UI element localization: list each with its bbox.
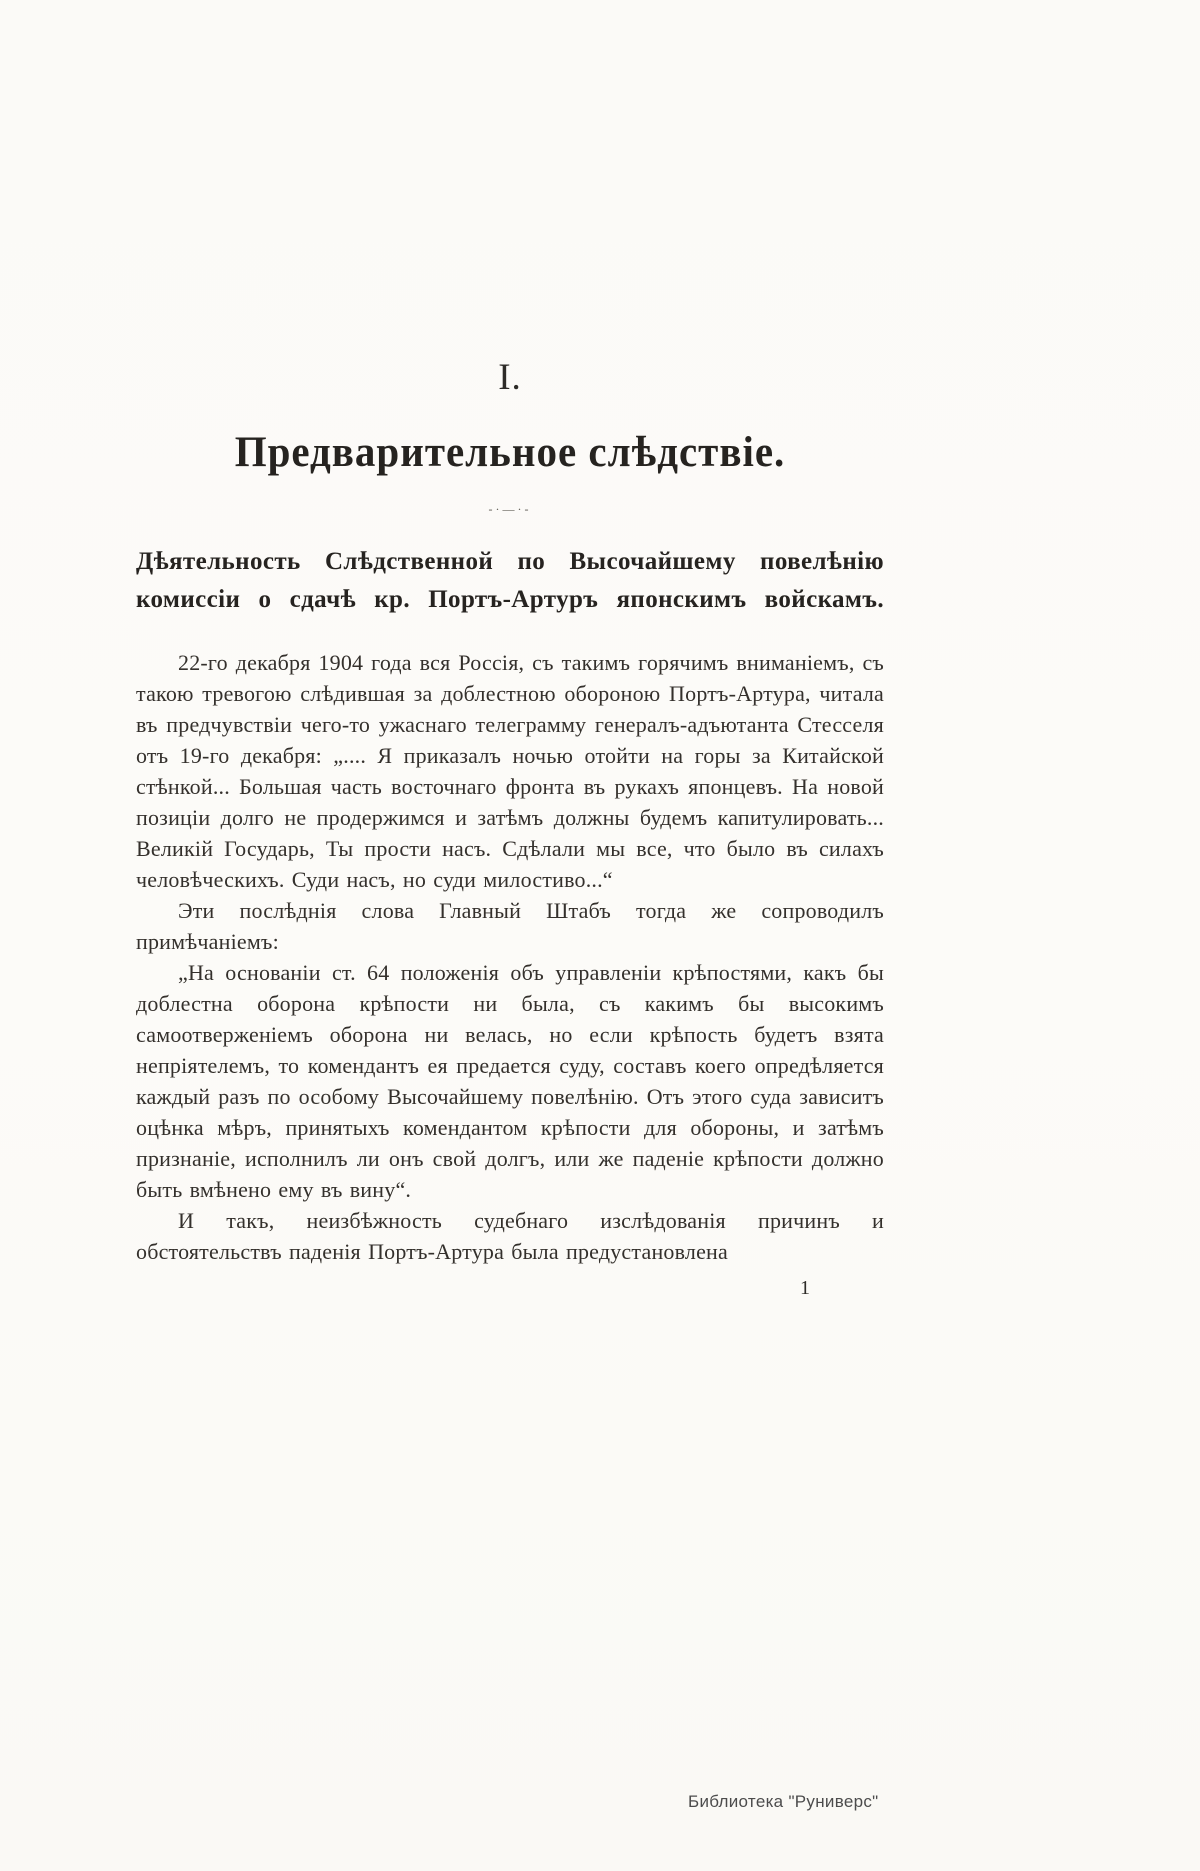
page-number: 1 [800, 1277, 810, 1299]
body-paragraph-2: Эти послѣднія слова Главный Штабъ тогда же сопроводилъ примѣчаніемъ: [136, 898, 884, 954]
library-watermark: Библиотека "Руниверс" [688, 1792, 879, 1811]
body-paragraph-3: „На основаніи ст. 64 положенія объ управленіи крѣпостями, какъ бы доблестна оборона крѣпости ни была, съ какимъ бы высокимъ самоотверженіемъ оборона ни велась, но если крѣпость будетъ взята непріятелемъ, то комендантъ ея предается суду, составъ коего опредѣляется каждый разъ по особому Высочайшему повелѣнію. Отъ этого суда зависитъ оцѣнка мѣръ, принятыхъ комендантом крѣпости для обороны, и затѣмъ признаніе, исполнилъ ли онъ свой долгъ, или же паденіе крѣпости должно быть вмѣнено ему въ вину“. [136, 960, 884, 1202]
chapter-title: Предварительное слѣдствіе. [234, 426, 786, 476]
body-paragraph-1: 22-го декабря 1904 года вся Россія, съ такимъ горячимъ вниманіемъ, съ такою тревогою слѣдившая за доблестною обороною Портъ-Артура, читала въ предчувствіи чего-то ужаснаго телеграмму генералъ-адъютанта Стесселя отъ 19-го декабря: „.... Я приказалъ ночью отойти на горы за Китайской стѣнкой... Большая часть восточнаго фронта въ рукахъ японцевъ. На новой позиціи долго не продержимся и затѣмъ должны будемъ капитулировать... Великій Государь, Ты прости насъ. Сдѣлали мы все, что было въ силахъ человѣческихъ. Суди насъ, но суди милостиво...“ [136, 650, 884, 892]
body-paragraph-4: И такъ, неизбѣжность судебнаго изслѣдованія причинъ и обстоятельствъ паденія Портъ-Артура была предустановлена [136, 1208, 884, 1264]
text-block [136, 0, 884, 1300]
section-heading: Дѣятельность Слѣдственной по Высочайшему повелѣнію комиссіи о сдачѣ кр. Портъ-Артуръ японскимъ войскамъ. [136, 548, 884, 613]
divider-ornament: -·—·- [488, 502, 532, 516]
chapter-number: I. [498, 357, 522, 398]
